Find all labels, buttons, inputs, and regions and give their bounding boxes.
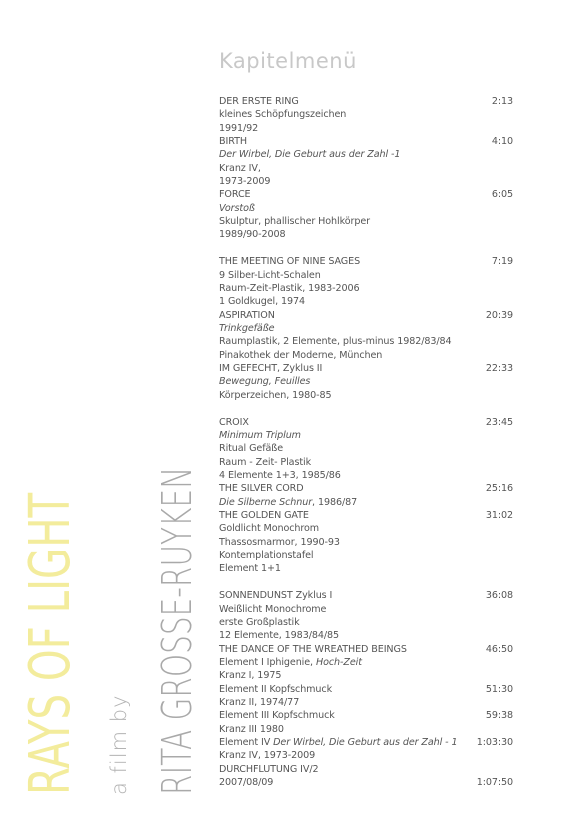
chapter-entry[interactable]: [219, 482, 513, 495]
a-film-by-label: a film by: [107, 694, 131, 795]
chapter-detail-line: [219, 629, 513, 642]
chapter-detail-line: [219, 723, 513, 736]
chapter-text: Skulptur, phallischer Hohlkörper: [219, 216, 370, 228]
chapter-detail-line: [219, 162, 513, 175]
chapter-text: Minimum Triplum: [219, 429, 301, 441]
chapter-group: [219, 589, 513, 789]
chapter-text: Der Wirbel, Die Geburt aus der Zahl -1: [219, 149, 401, 161]
chapter-text: 4 Elemente 1+3, 1985/86: [219, 469, 341, 481]
chapter-timestamp: 25:16: [485, 483, 513, 495]
chapter-text: THE GOLDEN GATE: [219, 509, 309, 521]
chapter-detail-line: [219, 108, 513, 121]
chapter-text: DURCHFLUTUNG IV/2: [219, 763, 319, 775]
chapter-text: 2007/08/09: [219, 777, 274, 788]
chapter-text: ASPIRATION: [219, 309, 275, 321]
chapter-timestamp: 4:10: [491, 136, 513, 148]
chapter-detail-line: [219, 282, 513, 295]
chapter-text: THE SILVER CORD: [219, 483, 304, 495]
chapter-text: Kranz IV,: [219, 162, 261, 174]
chapter-timestamp: 23:45: [485, 416, 513, 428]
artist-name: RITA GROSSE-RUYKEN: [153, 466, 201, 795]
chapter-text: kleines Schöpfungszeichen: [219, 109, 347, 121]
chapter-text: Weißlicht Monochrome: [219, 603, 327, 615]
chapter-text-part: Der Wirbel, Die Geburt aus der Zahl - 1: [273, 736, 458, 748]
chapter-timestamp: 7:19: [491, 256, 513, 268]
chapter-text: FORCE: [219, 189, 251, 201]
chapter-timestamp: 20:39: [485, 309, 513, 321]
chapter-group: [219, 95, 513, 242]
chapter-detail-line: [219, 429, 513, 442]
chapter-detail-line: [219, 269, 513, 282]
chapter-text: 1973-2009: [219, 176, 271, 188]
chapter-text: Körperzeichen, 1980-85: [219, 389, 332, 401]
chapter-entry[interactable]: [219, 255, 513, 268]
chapter-text: Vorstoß: [219, 202, 255, 214]
chapter-text: Kranz III 1980: [219, 723, 284, 735]
chapter-timestamp: 46:50: [485, 643, 513, 655]
chapter-text: CROIX: [219, 416, 249, 428]
chapter-detail-line: [219, 616, 513, 629]
chapter-timestamp: 51:30: [485, 683, 513, 695]
chapter-text: 9 Silber-Licht-Schalen: [219, 269, 321, 281]
chapter-timestamp: 2:13: [491, 96, 513, 107]
chapter-group: [219, 416, 513, 576]
chapter-text: Element 1+1: [219, 563, 281, 575]
chapter-entry[interactable]: [219, 589, 513, 602]
chapter-text: Kontemplationstafel: [219, 550, 314, 561]
chapter-entry[interactable]: [219, 309, 513, 322]
chapter-detail-line: [219, 389, 513, 402]
chapter-group: [219, 255, 513, 402]
chapter-detail-line: [219, 456, 513, 469]
chapter-text: 1 Goldkugel, 1974: [219, 296, 306, 308]
chapter-timestamp: 1:03:30: [476, 736, 513, 748]
chapter-detail-line: [219, 202, 513, 215]
chapter-timestamp: 31:02: [485, 509, 513, 521]
chapter-entry[interactable]: [219, 509, 513, 522]
chapter-entry[interactable]: [219, 362, 513, 375]
chapter-text: Raum - Zeit- Plastik: [219, 456, 312, 468]
chapter-entry[interactable]: [219, 683, 513, 696]
chapter-text: BIRTH: [219, 136, 247, 148]
chapter-detail-line: [219, 656, 513, 669]
chapter-detail-line: [219, 322, 513, 335]
chapter-text: Kranz I, 1975: [219, 670, 282, 682]
chapter-text: erste Großplastik: [219, 616, 300, 628]
chapter-detail-line: [219, 763, 513, 776]
chapter-detail-line: [219, 228, 513, 241]
chapter-detail-line: [219, 442, 513, 455]
chapter-text: Raumplastik, 2 Elemente, plus-minus 1982/83/84: [219, 336, 452, 348]
chapter-entry[interactable]: [219, 135, 513, 148]
chapter-detail-line: [219, 496, 513, 509]
chapter-detail-line: [219, 175, 513, 188]
chapter-text: Raum-Zeit-Plastik, 1983-2006: [219, 282, 360, 294]
chapter-detail-line: [219, 522, 513, 535]
chapter-entry[interactable]: [219, 188, 513, 201]
chapter-list: [219, 95, 513, 803]
chapter-timestamp: 36:08: [485, 590, 513, 602]
chapter-detail-line: [219, 549, 513, 562]
chapter-entry[interactable]: [219, 416, 513, 429]
chapter-menu-heading: Kapitelmenü: [219, 49, 357, 73]
chapter-entry[interactable]: [219, 95, 513, 108]
chapter-text: Pinakothek der Moderne, München: [219, 349, 383, 361]
chapter-detail-line: [219, 669, 513, 682]
chapter-text: SONNENDUNST Zyklus I: [219, 590, 333, 602]
film-title: RAYS OF LIGHT: [18, 492, 83, 795]
chapter-detail-line: [219, 349, 513, 362]
chapter-text: Ritual Gefäße: [219, 443, 284, 455]
chapter-text: Goldlicht Monochrom: [219, 523, 320, 535]
chapter-detail-line: [219, 536, 513, 549]
chapter-text: Bewegung, Feuilles: [219, 376, 311, 388]
chapter-text: THE DANCE OF THE WREATHED BEINGS: [219, 643, 407, 655]
chapter-detail-line: [219, 562, 513, 575]
chapter-detail-line: [219, 375, 513, 388]
chapter-text: DER ERSTE RING: [219, 96, 299, 107]
chapter-text: THE MEETING OF NINE SAGES: [219, 256, 361, 268]
chapter-text: Element III Kopfschmuck: [219, 710, 335, 722]
chapter-entry[interactable]: [219, 736, 513, 749]
chapter-entry[interactable]: [219, 709, 513, 722]
chapter-detail-line: [219, 148, 513, 161]
chapter-text: 1991/92: [219, 122, 259, 134]
chapter-detail-line: [219, 295, 513, 308]
chapter-detail-line: [219, 122, 513, 135]
chapter-detail-line: [219, 749, 513, 762]
chapter-text: Trinkgefäße: [219, 323, 275, 334]
chapter-detail-line: [219, 469, 513, 482]
chapter-timestamp: 22:33: [485, 363, 513, 375]
chapter-text: IM GEFECHT, Zyklus II: [219, 363, 323, 375]
chapter-text-part: Die Silberne Schnur: [219, 496, 313, 508]
chapter-timestamp: 6:05: [491, 189, 513, 201]
chapter-timestamp: 59:38: [485, 710, 513, 722]
chapter-timestamp: 1:07:50: [476, 777, 513, 788]
chapter-text: Kranz IV, 1973-2009: [219, 750, 316, 762]
chapter-detail-line: [219, 696, 513, 709]
chapter-entry[interactable]: [219, 643, 513, 656]
chapter-text: 12 Elemente, 1983/84/85: [219, 630, 339, 642]
chapter-text-part: Element I Iphigenie,: [219, 656, 316, 668]
chapter-text: Kranz II, 1974/77: [219, 696, 300, 708]
chapter-text-part: , 1986/87: [312, 496, 358, 508]
chapter-text: Element II Kopfschmuck: [219, 683, 333, 695]
chapter-text: Thassosmarmor, 1990-93: [219, 536, 340, 548]
chapter-detail-line: [219, 215, 513, 228]
chapter-text: 1989/90-2008: [219, 229, 286, 241]
chapter-detail-line: [219, 335, 513, 348]
chapter-text-part: Element IV: [219, 736, 274, 748]
chapter-entry[interactable]: [219, 776, 513, 789]
chapter-detail-line: [219, 603, 513, 616]
chapter-text-part: Hoch-Zeit: [315, 656, 362, 668]
